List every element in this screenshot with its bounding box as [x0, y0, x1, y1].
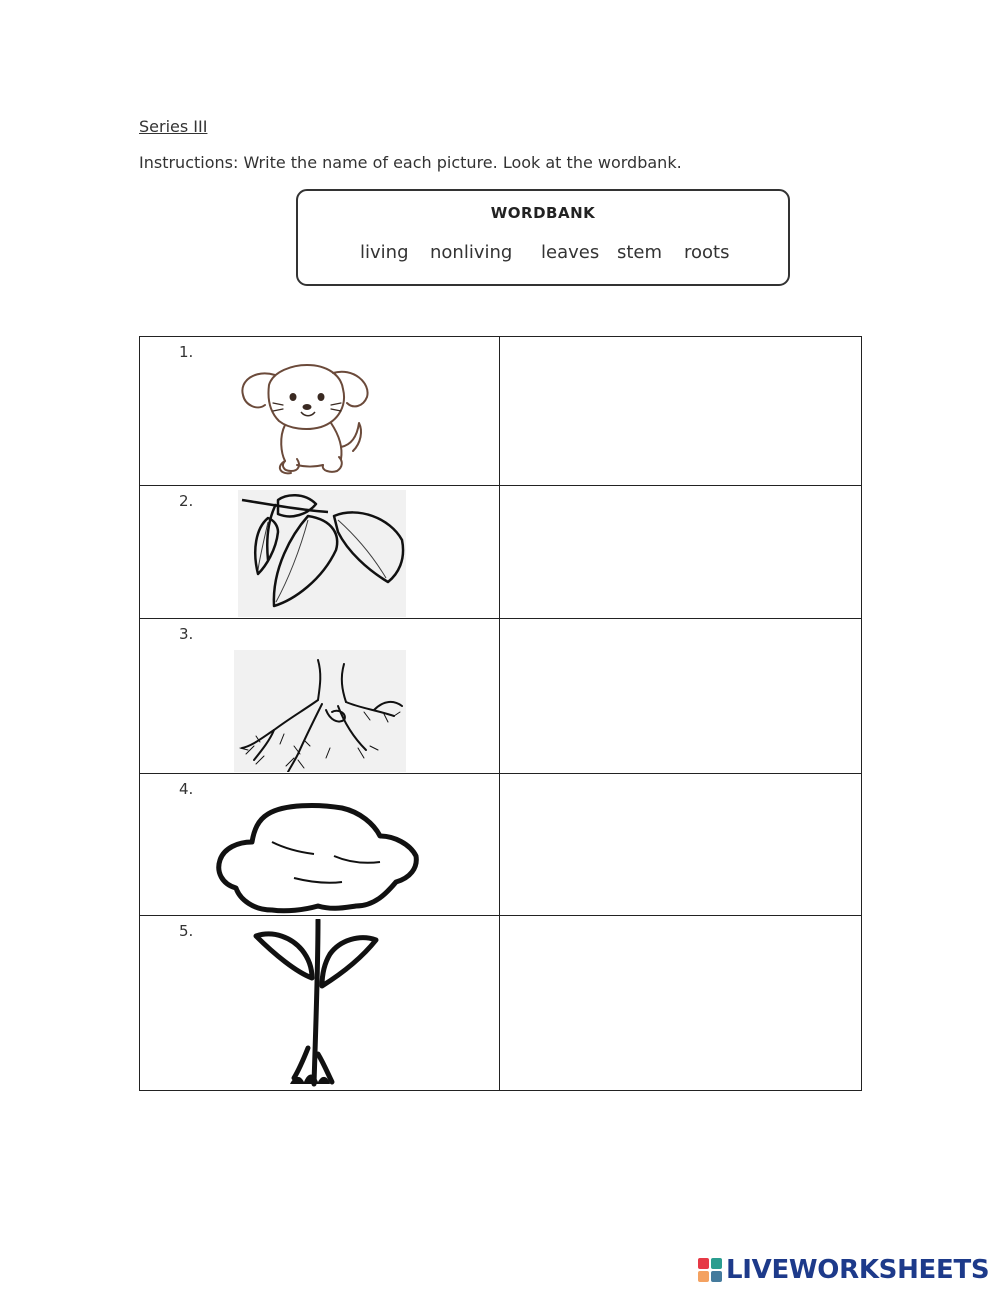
table-row — [140, 916, 862, 1091]
answer-cell[interactable] — [500, 774, 862, 916]
word-leaves: leaves — [541, 242, 600, 263]
liveworksheets-logo — [698, 1253, 989, 1287]
answer-cell[interactable] — [500, 486, 862, 619]
word-nonliving: nonliving — [430, 242, 513, 263]
logo-block — [698, 1258, 709, 1269]
leaves-icon — [238, 490, 406, 617]
word-living: living — [360, 242, 409, 263]
picture-cell — [140, 774, 500, 916]
series-title: Series III — [139, 117, 208, 136]
logo-block — [711, 1258, 722, 1269]
answer-cell[interactable] — [500, 619, 862, 774]
word-roots: roots — [684, 242, 730, 263]
roots-icon — [234, 650, 406, 772]
table-row — [140, 486, 862, 619]
picture-cell — [140, 916, 500, 1091]
rock-icon — [214, 802, 424, 916]
logo-icon — [698, 1258, 722, 1282]
puppy-icon — [235, 361, 385, 481]
wordbank-title: WORDBANK — [490, 204, 596, 222]
table-row — [140, 619, 862, 774]
logo-block — [711, 1271, 722, 1282]
answer-cell[interactable] — [500, 337, 862, 486]
table-row — [140, 774, 862, 916]
item-number: 4. — [179, 780, 194, 798]
logo-block — [698, 1271, 709, 1282]
item-number: 1. — [179, 343, 194, 361]
wordbank-box — [296, 189, 790, 286]
picture-cell — [140, 619, 500, 774]
item-number: 3. — [179, 625, 194, 643]
picture-cell — [140, 486, 500, 619]
worksheet-table — [139, 336, 862, 1091]
picture-cell — [140, 337, 500, 486]
item-number: 5. — [179, 922, 194, 940]
item-number: 2. — [179, 492, 194, 510]
instructions: Instructions: Write the name of each picture. Look at the wordbank. — [139, 153, 682, 172]
answer-cell[interactable] — [500, 916, 862, 1091]
stem-icon — [234, 918, 410, 1090]
word-stem: stem — [617, 242, 663, 263]
table-row — [140, 337, 862, 486]
logo-text: LIVEWORKSHEETS — [726, 1255, 990, 1285]
